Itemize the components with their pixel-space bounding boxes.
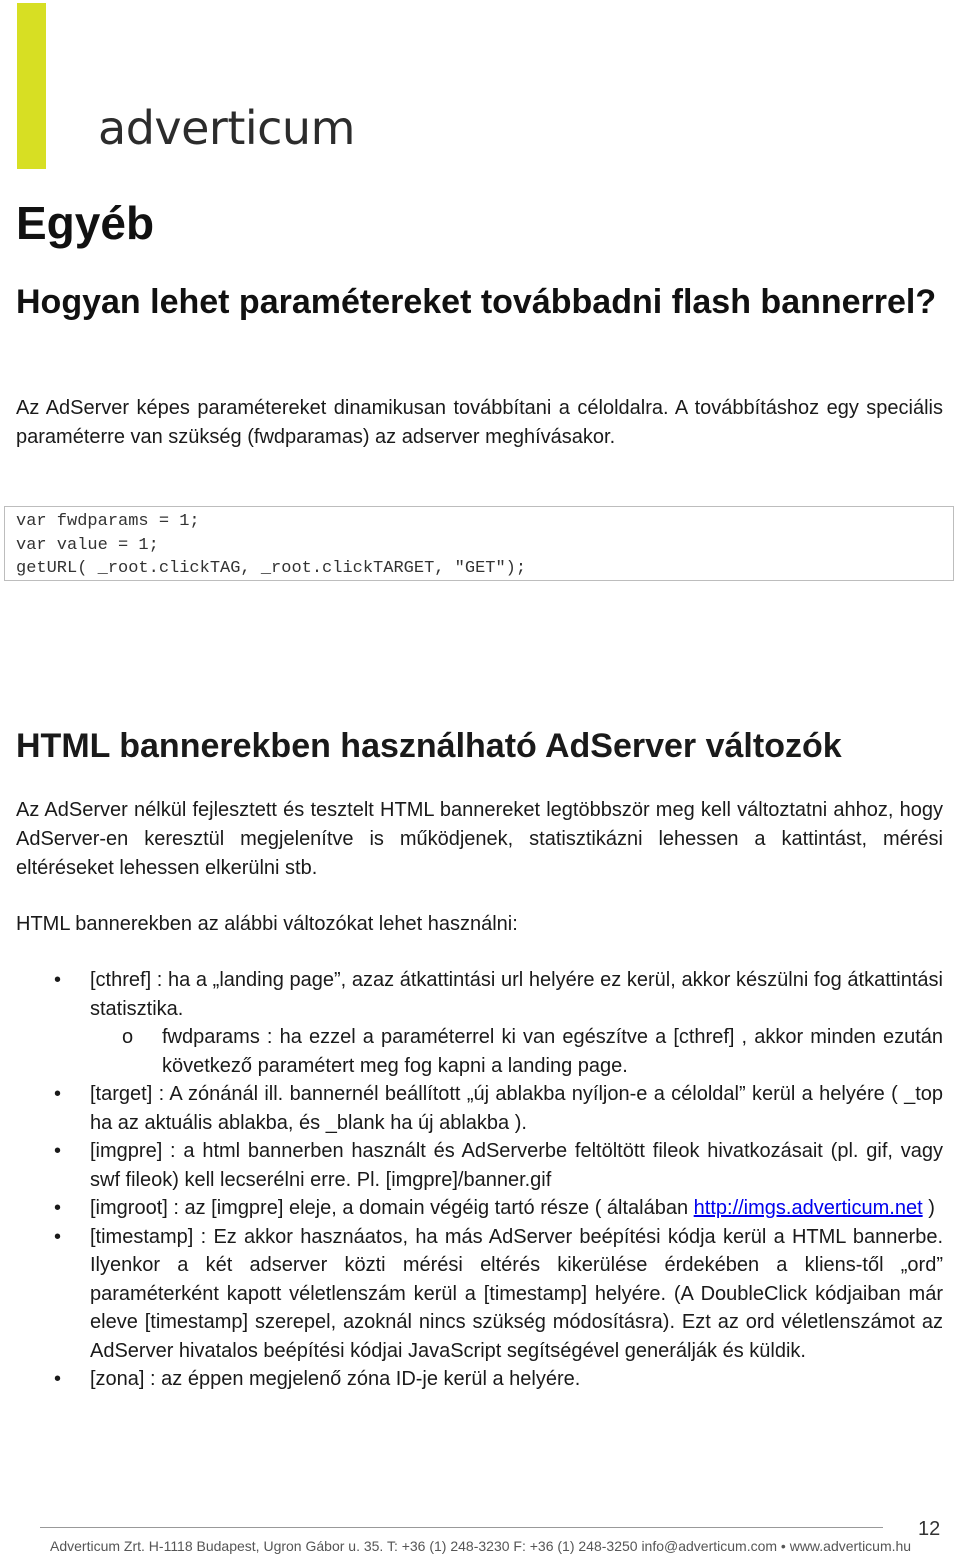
bullet-icon: • [54,1368,62,1390]
list-item-target [54,1080,943,1137]
sub-item-fwdparams [122,1023,943,1080]
variables-list-intro: HTML bannerekben az alábbi változókat lehet használni: [16,913,518,935]
logo-accent-bar [17,3,46,169]
adverticum-logo: adverticum [98,101,355,155]
variables-list [0,966,960,1394]
bullet-icon: • [54,1140,62,1162]
list-item-zona [54,1365,943,1394]
list-item-text: [imgpre] : a html bannerben használt és AdServerbe feltöltött fileok hivatkozásait (pl. gif, vagy swf fileok) kell lecserélni erre. Pl. [imgpre]/banner.gif [90,1140,943,1191]
bullet-icon: • [54,1197,62,1219]
list-item-text: [zona] : az éppen megjelenő zóna ID-je kerül a helyére. [90,1368,581,1390]
footer-contact: Adverticum Zrt. H-1118 Budapest, Ugron Gábor u. 35. T: +36 (1) 248-3230 F: +36 (1) 248-3250 info@adverticum.com • www.adverticum.hu [50,1538,912,1554]
bullet-icon: • [54,969,62,991]
variables-heading: HTML bannerekben használható AdServer változók [16,727,842,765]
sub-item-text: fwdparams : ha ezzel a paraméterrel ki van egészítve a [cthref] , akkor minden ezután következő paramétert meg fog kapni a landing page. [162,1026,943,1077]
page-number: 12 [918,1518,941,1540]
list-item-text-end: ) [922,1197,935,1219]
imgs-adverticum-link[interactable]: http://imgs.adverticum.net [693,1197,923,1219]
list-item-text: [cthref] : ha a „landing page”, azaz átkattintási url helyére ez kerül, akkor készülni fog átkattintási statisztika. [90,969,943,1020]
footer-divider [40,1527,883,1528]
list-item-text: [imgroot] : az [imgpre] eleje, a domain végéig tartó része ( általában [90,1197,694,1219]
list-item-timestamp [54,1223,943,1366]
code-line: getURL( _root.clickTAG, _root.clickTARGET, "GET"); [16,559,527,578]
list-item-text: [target] : A zónánál ill. bannernél beállított „új ablakba nyíljon-e a céloldal” kerül a helyére ( _top ha az aktuális ablakba, és _blank ha új ablakba ). [90,1083,943,1134]
bullet-icon: • [54,1083,62,1105]
question-heading: Hogyan lehet paramétereket továbbadni flash bannerrel? [16,283,937,321]
intro-paragraph: Az AdServer képes paramétereket dinamikusan továbbítani a céloldalra. A továbbításhoz egy speciális paraméterre van szükség (fwdparamas) az adserver meghívásakor. [16,397,943,448]
code-line: var fwdparams = 1; [16,512,200,531]
bullet-icon: • [54,1225,62,1248]
list-item-text: [timestamp] : Ez akkor hasznáatos, ha más AdServer beépítési kódja kerül a HTML bannerbe. Ilyenkor a két adserver közti mérési eltérés kikerülése érdekében a kliens-től „ord” paraméterként kapott véletlenszám kerül a [timestamp] helyére. (A DoubleClick kódjaiban már eleve [timestamp] szerepel, azoknál nincs szükség módosításra). Ezt az ord véletlenszámot az AdServer hivatalos beépítési kódjai JavaScript segítségével generálják és küldik. [90,1225,943,1362]
section-heading: Egyéb [16,197,155,249]
variables-intro-paragraph: Az AdServer nélkül fejlesztett és tesztelt HTML bannereket legtöbbször meg kell változtatni ahhoz, hogy AdServer-en keresztül megjelenítve is működjenek, statisztikázni lehessen a kattintást, mérési eltéréseket lehessen elkerülni stb. [16,799,943,879]
code-line: var value = 1; [16,535,159,555]
list-item-imgroot [54,1194,943,1223]
list-item-cthref [54,966,943,1023]
code-block [4,506,954,581]
sub-bullet-icon: o [122,1026,134,1048]
list-item-imgpre [54,1137,943,1194]
